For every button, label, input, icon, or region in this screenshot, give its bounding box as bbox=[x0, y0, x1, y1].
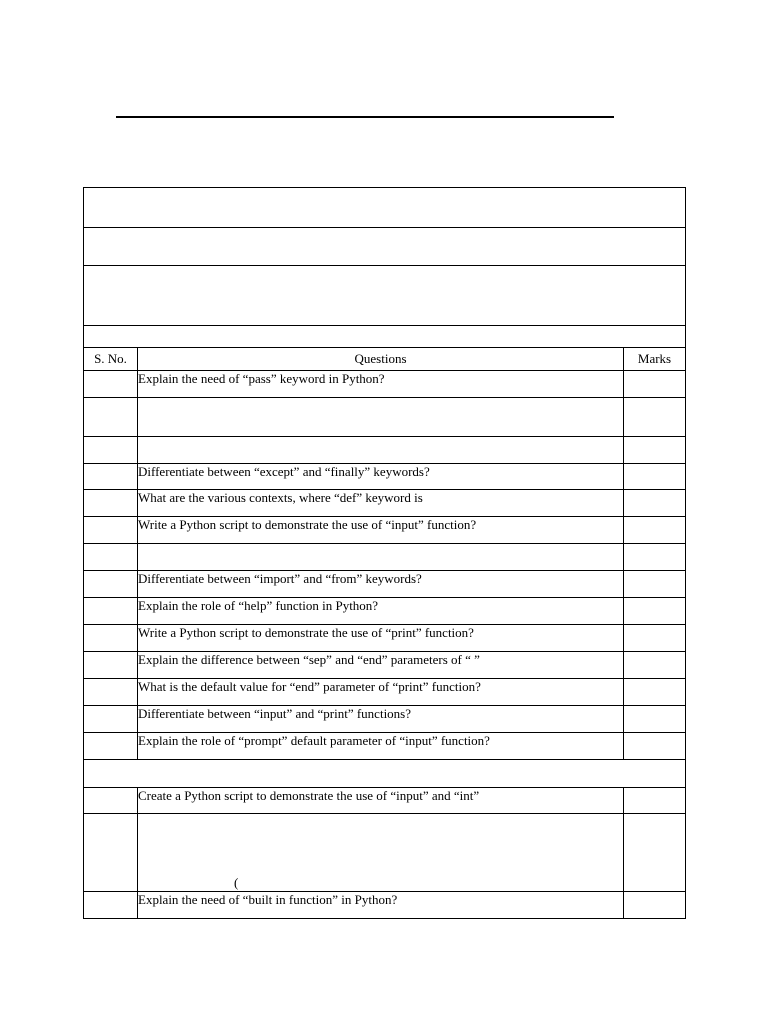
question-text: Explain the role of “help” function in Python? bbox=[138, 598, 624, 625]
sno-cell bbox=[84, 625, 138, 652]
marks-cell bbox=[624, 598, 686, 625]
marks-cell bbox=[624, 706, 686, 733]
question-text: What are the various contexts, where “def” keyword is bbox=[138, 490, 624, 517]
question-row bbox=[84, 517, 686, 544]
marks-cell bbox=[624, 517, 686, 544]
question-text: Differentiate between “except” and “finally” keywords? bbox=[138, 464, 624, 490]
sno-cell bbox=[84, 814, 138, 892]
question-row bbox=[84, 625, 686, 652]
question-text bbox=[138, 544, 624, 571]
sno-cell bbox=[84, 371, 138, 398]
question-text: Explain the difference between “sep” and “end” parameters of “ ” bbox=[138, 652, 624, 679]
sno-cell bbox=[84, 892, 138, 919]
sno-cell bbox=[84, 706, 138, 733]
marks-cell bbox=[624, 892, 686, 919]
question-text: Explain the need of “built in function” in Python? bbox=[138, 892, 624, 919]
marks-cell bbox=[624, 571, 686, 598]
marks-cell bbox=[624, 679, 686, 706]
question-row bbox=[84, 437, 686, 464]
blank-section-row bbox=[84, 326, 686, 348]
blank-info-cell bbox=[84, 228, 686, 266]
sno-cell bbox=[84, 598, 138, 625]
sno-cell bbox=[84, 398, 138, 437]
blank-section-cell bbox=[84, 326, 686, 348]
sno-cell bbox=[84, 652, 138, 679]
marks-cell bbox=[624, 733, 686, 760]
sno-cell bbox=[84, 437, 138, 464]
question-row bbox=[84, 490, 686, 517]
question-row bbox=[84, 464, 686, 490]
question-row bbox=[84, 371, 686, 398]
blank-info-row-3 bbox=[84, 266, 686, 326]
sno-cell bbox=[84, 679, 138, 706]
sno-header: S. No. bbox=[84, 348, 138, 371]
stray-parenthesis: ( bbox=[234, 875, 239, 890]
marks-cell bbox=[624, 788, 686, 814]
question-text: Differentiate between “input” and “print” functions? bbox=[138, 706, 624, 733]
blank-info-row-2 bbox=[84, 228, 686, 266]
marks-cell bbox=[624, 814, 686, 892]
blank-info-cell bbox=[84, 266, 686, 326]
marks-cell bbox=[624, 398, 686, 437]
blank-section-cell bbox=[84, 760, 686, 788]
question-row bbox=[84, 679, 686, 706]
marks-cell bbox=[624, 490, 686, 517]
question-text: Explain the need of “pass” keyword in Python? bbox=[138, 371, 624, 398]
question-row bbox=[84, 788, 686, 814]
sno-cell bbox=[84, 517, 138, 544]
question-text: Explain the role of “prompt” default parameter of “input” function? bbox=[138, 733, 624, 760]
sno-cell bbox=[84, 788, 138, 814]
question-text: Write a Python script to demonstrate the use of “input” function? bbox=[138, 517, 624, 544]
question-row bbox=[84, 814, 686, 892]
question-row bbox=[84, 598, 686, 625]
marks-cell bbox=[624, 371, 686, 398]
question-text: Differentiate between “import” and “from” keywords? bbox=[138, 571, 624, 598]
blank-section-row bbox=[84, 760, 686, 788]
question-row bbox=[84, 892, 686, 919]
question-text bbox=[138, 814, 624, 892]
question-row bbox=[84, 733, 686, 760]
question-row bbox=[84, 706, 686, 733]
marks-header: Marks bbox=[624, 348, 686, 371]
question-paper-table bbox=[83, 187, 686, 919]
sno-cell bbox=[84, 733, 138, 760]
marks-cell bbox=[624, 464, 686, 490]
question-text: Write a Python script to demonstrate the use of “print” function? bbox=[138, 625, 624, 652]
question-row bbox=[84, 398, 686, 437]
question-text: Create a Python script to demonstrate the use of “input” and “int” bbox=[138, 788, 624, 814]
blank-info-cell bbox=[84, 188, 686, 228]
header-row bbox=[84, 348, 686, 371]
blank-info-row-1 bbox=[84, 188, 686, 228]
sno-cell bbox=[84, 544, 138, 571]
question-row bbox=[84, 544, 686, 571]
title-underline bbox=[116, 116, 614, 118]
marks-cell bbox=[624, 437, 686, 464]
question-text bbox=[138, 398, 624, 437]
marks-cell bbox=[624, 625, 686, 652]
question-row bbox=[84, 652, 686, 679]
question-text bbox=[138, 437, 624, 464]
questions-header: Questions bbox=[138, 348, 624, 371]
question-row bbox=[84, 571, 686, 598]
marks-cell bbox=[624, 544, 686, 571]
marks-cell bbox=[624, 652, 686, 679]
question-text: What is the default value for “end” parameter of “print” function? bbox=[138, 679, 624, 706]
sno-cell bbox=[84, 464, 138, 490]
sno-cell bbox=[84, 490, 138, 517]
sno-cell bbox=[84, 571, 138, 598]
